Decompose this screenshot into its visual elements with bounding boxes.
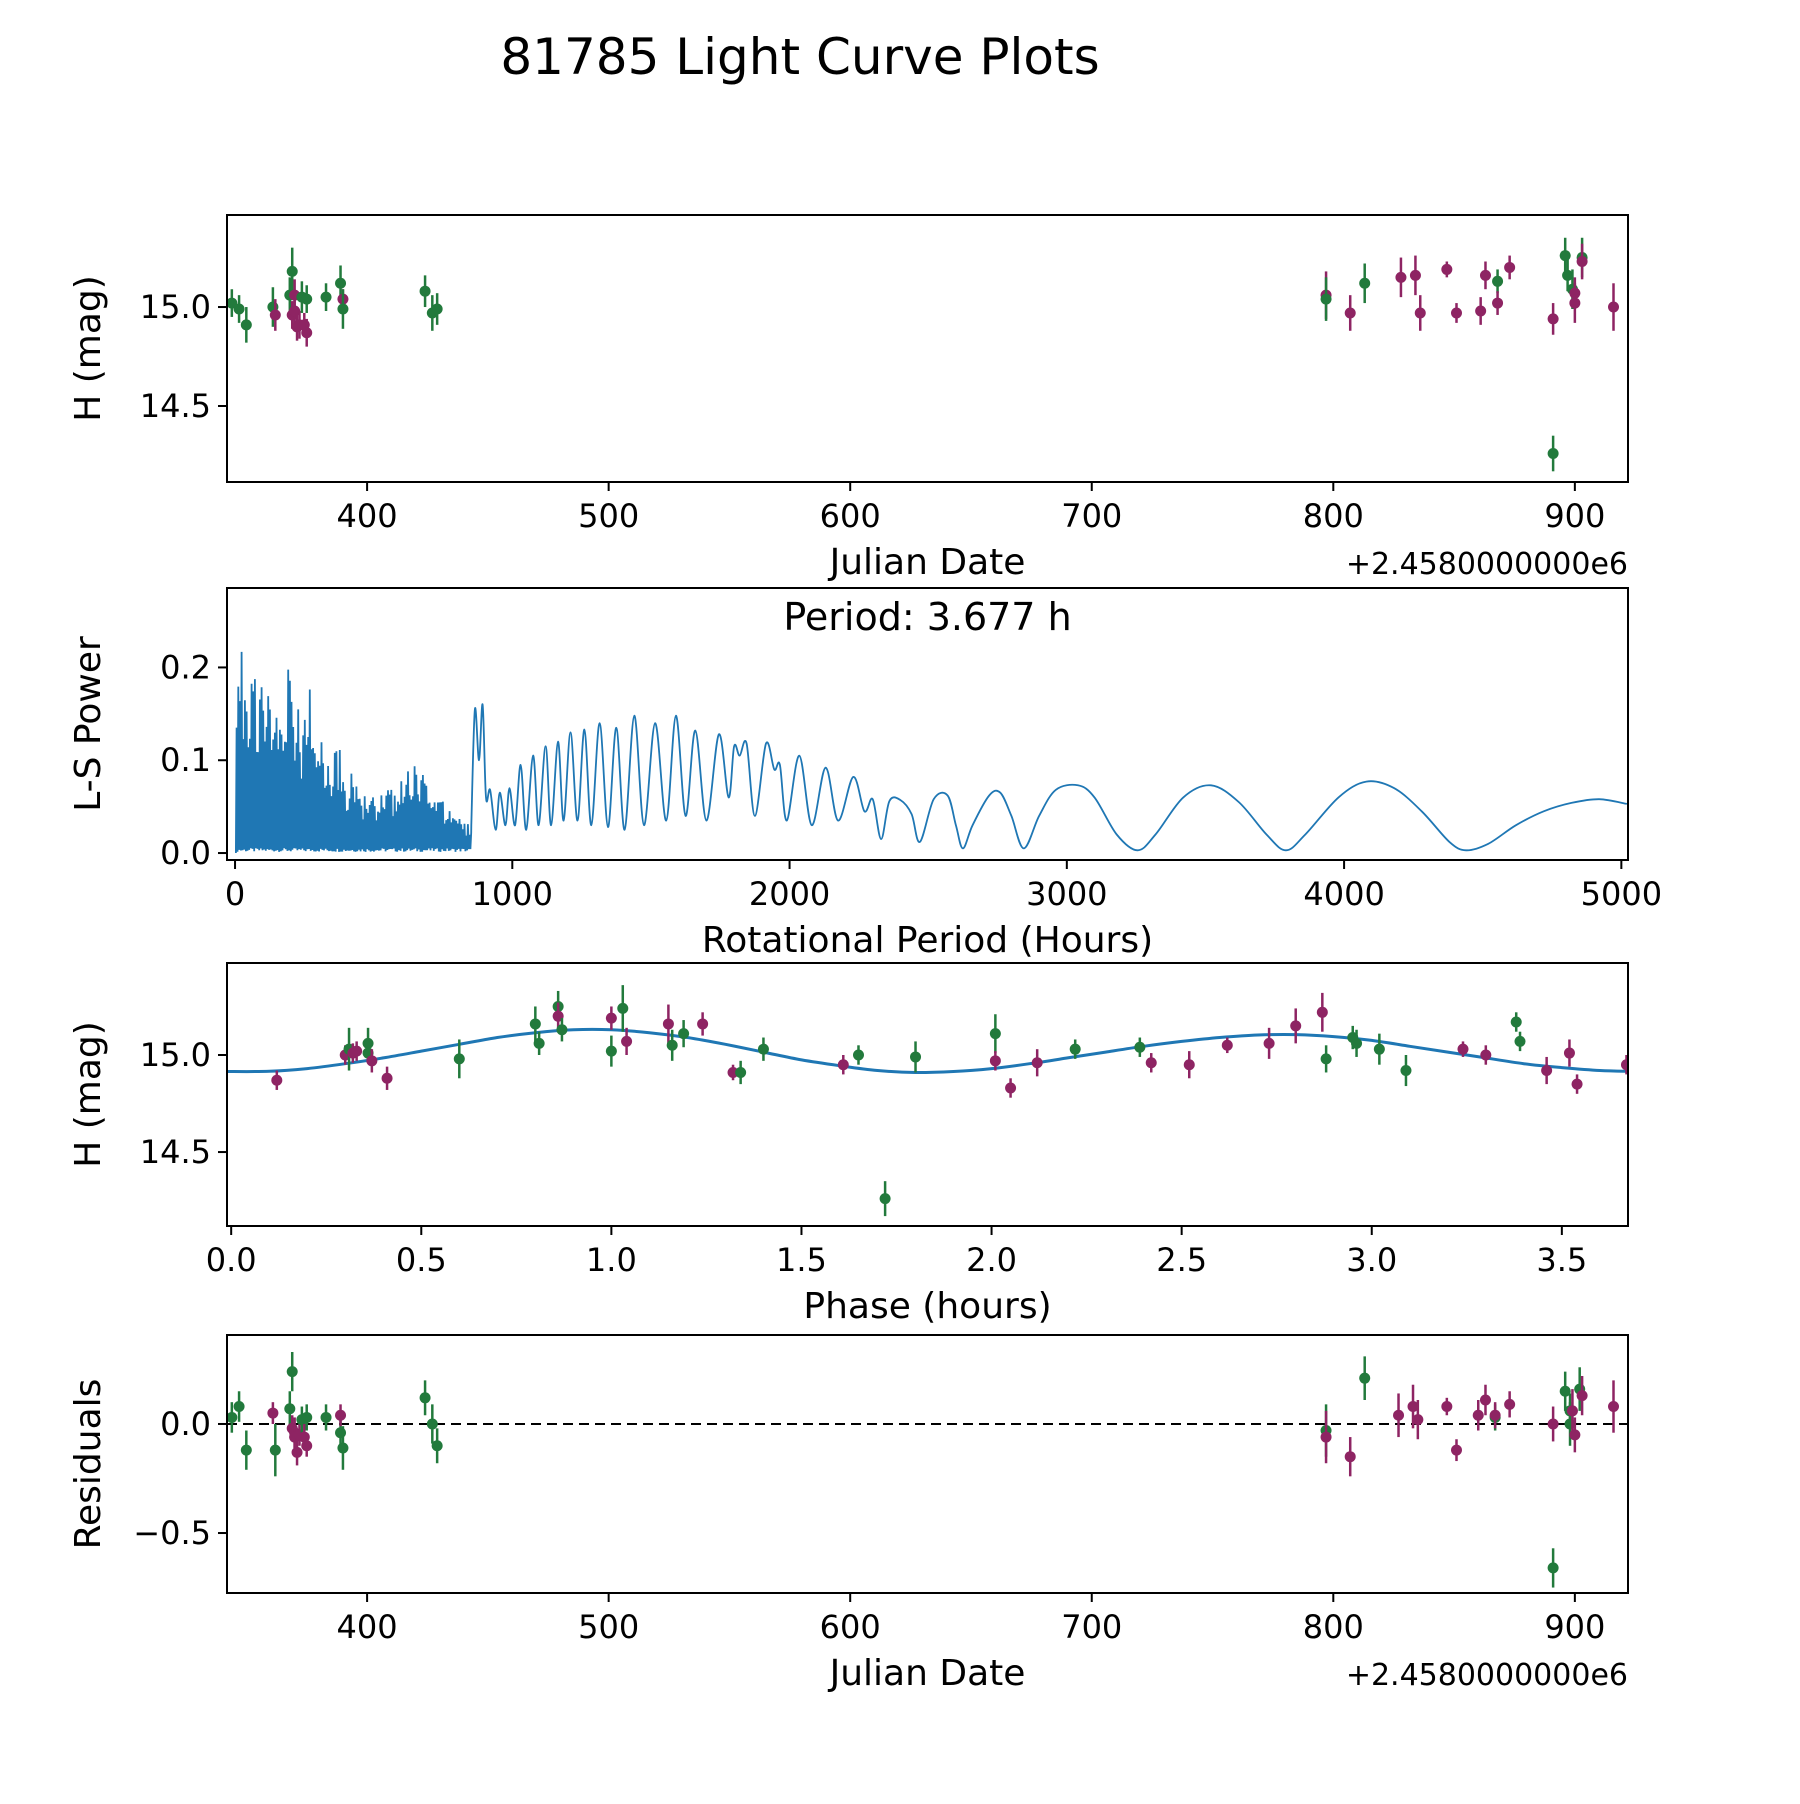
data-point	[990, 1028, 1001, 1039]
plot-residuals	[68, 1335, 1628, 1694]
data-point	[1032, 1057, 1043, 1068]
y-axis-label: L-S Power	[68, 636, 109, 812]
data-point	[1395, 272, 1406, 283]
data-point	[1548, 1562, 1559, 1573]
data-point	[606, 1046, 617, 1057]
data-point	[1321, 1432, 1332, 1443]
figure-title: 81785 Light Curve Plots	[500, 28, 1100, 86]
x-axis-label: Rotational Period (Hours)	[701, 920, 1154, 961]
x-axis-offset: +2.4580000000e6	[1345, 547, 1628, 582]
data-point	[337, 304, 348, 315]
data-point	[1351, 1038, 1362, 1049]
data-points	[226, 238, 1619, 472]
data-point	[1541, 1065, 1552, 1076]
data-point	[1572, 1079, 1583, 1090]
data-point	[1548, 448, 1559, 459]
y-tick-label: 15.0	[139, 288, 211, 327]
data-point	[556, 1024, 567, 1035]
data-point	[1457, 1044, 1468, 1055]
data-point	[1492, 298, 1503, 309]
data-point	[617, 1003, 628, 1014]
data-point	[534, 1038, 545, 1049]
x-tick-label: 1000	[471, 875, 554, 913]
data-point	[1548, 1418, 1559, 1429]
axes-frame	[227, 1335, 1628, 1593]
data-point	[301, 327, 312, 338]
data-point	[1451, 307, 1462, 318]
data-point	[382, 1073, 393, 1084]
data-points	[271, 985, 1632, 1216]
data-point	[1345, 1451, 1356, 1462]
x-tick-label: 3.0	[1346, 1241, 1398, 1279]
y-tick-label: −0.5	[133, 1514, 211, 1553]
data-point	[1410, 270, 1421, 281]
data-point	[284, 1403, 295, 1414]
data-point	[420, 286, 431, 297]
data-point	[1264, 1038, 1275, 1049]
x-axis-label: Phase (hours)	[803, 1286, 1052, 1327]
plot-lightcurve-jd	[68, 215, 1628, 583]
x-axis-label: Julian Date	[829, 1653, 1026, 1694]
data-point	[1290, 1020, 1301, 1031]
axes-frame	[227, 963, 1628, 1226]
data-point	[337, 1442, 348, 1453]
data-point	[1480, 1050, 1491, 1061]
data-point	[241, 319, 252, 330]
x-axis-label: Julian Date	[829, 542, 1026, 583]
x-tick-label: 800	[1302, 1608, 1364, 1646]
data-point	[678, 1028, 689, 1039]
data-point	[1504, 262, 1515, 273]
plot-periodogram	[68, 588, 1662, 961]
y-axis-label: H (mag)	[68, 1021, 109, 1168]
data-point	[621, 1036, 632, 1047]
data-point	[1492, 276, 1503, 287]
data-point	[1400, 1065, 1411, 1076]
data-point	[880, 1193, 891, 1204]
data-point	[1473, 1410, 1484, 1421]
data-point	[301, 294, 312, 305]
data-point	[432, 304, 443, 315]
axes-frame	[227, 215, 1628, 482]
x-axis-offset: +2.4580000000e6	[1345, 1658, 1628, 1693]
data-point	[1146, 1057, 1157, 1068]
data-point	[432, 1440, 443, 1451]
data-point	[321, 1412, 332, 1423]
x-tick-label: 1.0	[585, 1241, 637, 1279]
data-point	[853, 1050, 864, 1061]
data-point	[1321, 1053, 1332, 1064]
x-tick-label: 700	[1061, 497, 1123, 535]
data-point	[321, 292, 332, 303]
data-point	[1504, 1399, 1515, 1410]
data-point	[1222, 1040, 1233, 1051]
x-tick-label: 600	[819, 1608, 881, 1646]
data-point	[270, 1445, 281, 1456]
data-point	[1577, 1390, 1588, 1401]
x-tick-label: 1.5	[776, 1241, 827, 1279]
data-point	[420, 1392, 431, 1403]
x-tick-label: 2.5	[1156, 1241, 1208, 1279]
x-tick-label: 3000	[1026, 875, 1108, 913]
periodogram-curve	[236, 652, 1627, 853]
data-point	[335, 1410, 346, 1421]
data-point	[1569, 1429, 1580, 1440]
y-tick-label: 0.2	[160, 648, 211, 687]
data-point	[838, 1059, 849, 1070]
y-tick-label: 14.5	[139, 386, 211, 425]
data-point	[427, 1418, 438, 1429]
data-point	[234, 1401, 245, 1412]
y-axis-label: H (mag)	[68, 275, 109, 422]
x-tick-label: 3.5	[1536, 1241, 1588, 1279]
data-point	[1005, 1082, 1016, 1093]
data-point	[270, 309, 281, 320]
data-point	[366, 1055, 377, 1066]
y-tick-label: 0.0	[160, 1404, 211, 1443]
data-point	[1490, 1410, 1501, 1421]
data-point	[1548, 313, 1559, 324]
data-point	[910, 1051, 921, 1062]
data-point	[1441, 1401, 1452, 1412]
data-point	[1415, 307, 1426, 318]
y-tick-label: 0.0	[160, 834, 211, 873]
x-tick-label: 500	[578, 1608, 640, 1646]
x-tick-label: 700	[1061, 1608, 1123, 1646]
data-point	[663, 1018, 674, 1029]
data-point	[234, 304, 245, 315]
data-point	[530, 1018, 541, 1029]
data-point	[735, 1067, 746, 1078]
data-point	[1441, 264, 1452, 275]
data-point	[667, 1040, 678, 1051]
x-tick-label: 0	[224, 875, 246, 913]
data-point	[267, 1408, 278, 1419]
y-tick-label: 0.1	[160, 741, 211, 780]
data-point	[1184, 1059, 1195, 1070]
data-point	[292, 1447, 303, 1458]
x-tick-label: 400	[336, 497, 398, 535]
x-tick-label: 5000	[1580, 875, 1663, 913]
data-point	[1511, 1017, 1522, 1028]
data-point	[606, 1013, 617, 1024]
data-point	[287, 1366, 298, 1377]
data-point	[1608, 302, 1619, 313]
x-tick-label: 0.5	[395, 1241, 447, 1279]
data-point	[335, 1427, 346, 1438]
data-point	[1475, 305, 1486, 316]
data-point	[301, 1440, 312, 1451]
data-point	[1321, 294, 1332, 305]
x-tick-label: 900	[1544, 497, 1606, 535]
data-point	[1451, 1445, 1462, 1456]
x-tick-label: 500	[578, 497, 640, 535]
data-point	[1567, 1405, 1578, 1416]
x-tick-label: 400	[336, 1608, 398, 1646]
data-point	[1515, 1036, 1526, 1047]
x-tick-label: 2000	[748, 875, 831, 913]
data-point	[1621, 1059, 1632, 1070]
data-points	[226, 1352, 1619, 1588]
data-point	[1134, 1042, 1145, 1053]
data-point	[1564, 1048, 1575, 1059]
data-point	[1317, 1007, 1328, 1018]
x-tick-label: 2.0	[966, 1241, 1018, 1279]
data-point	[1569, 288, 1580, 299]
x-tick-label: 900	[1544, 1608, 1606, 1646]
data-point	[301, 1412, 312, 1423]
x-tick-label: 800	[1302, 497, 1364, 535]
data-point	[1374, 1044, 1385, 1055]
data-point	[1577, 256, 1588, 267]
data-point	[241, 1445, 252, 1456]
data-point	[454, 1053, 465, 1064]
data-point	[1393, 1410, 1404, 1421]
data-point	[335, 278, 346, 289]
period-annotation: Period: 3.677 h	[783, 595, 1072, 639]
data-point	[697, 1018, 708, 1029]
plot-phased-lightcurve	[68, 963, 1632, 1327]
data-point	[1480, 270, 1491, 281]
data-point	[1359, 278, 1370, 289]
data-point	[758, 1044, 769, 1055]
y-tick-label: 15.0	[139, 1036, 211, 1075]
data-point	[1345, 307, 1356, 318]
y-tick-label: 14.5	[139, 1133, 211, 1172]
y-axis-label: Residuals	[68, 1378, 109, 1550]
data-point	[1359, 1373, 1370, 1384]
x-tick-label: 600	[819, 497, 881, 535]
x-tick-label: 4000	[1303, 875, 1385, 913]
data-point	[1070, 1044, 1081, 1055]
data-point	[351, 1046, 362, 1057]
data-point	[271, 1075, 282, 1086]
fit-curve	[227, 1029, 1628, 1072]
data-point	[287, 266, 298, 277]
x-tick-label: 0.0	[205, 1241, 257, 1279]
data-point	[1412, 1414, 1423, 1425]
data-point	[1560, 250, 1571, 261]
data-point	[1480, 1394, 1491, 1405]
data-point	[990, 1055, 1001, 1066]
data-point	[1608, 1401, 1619, 1412]
